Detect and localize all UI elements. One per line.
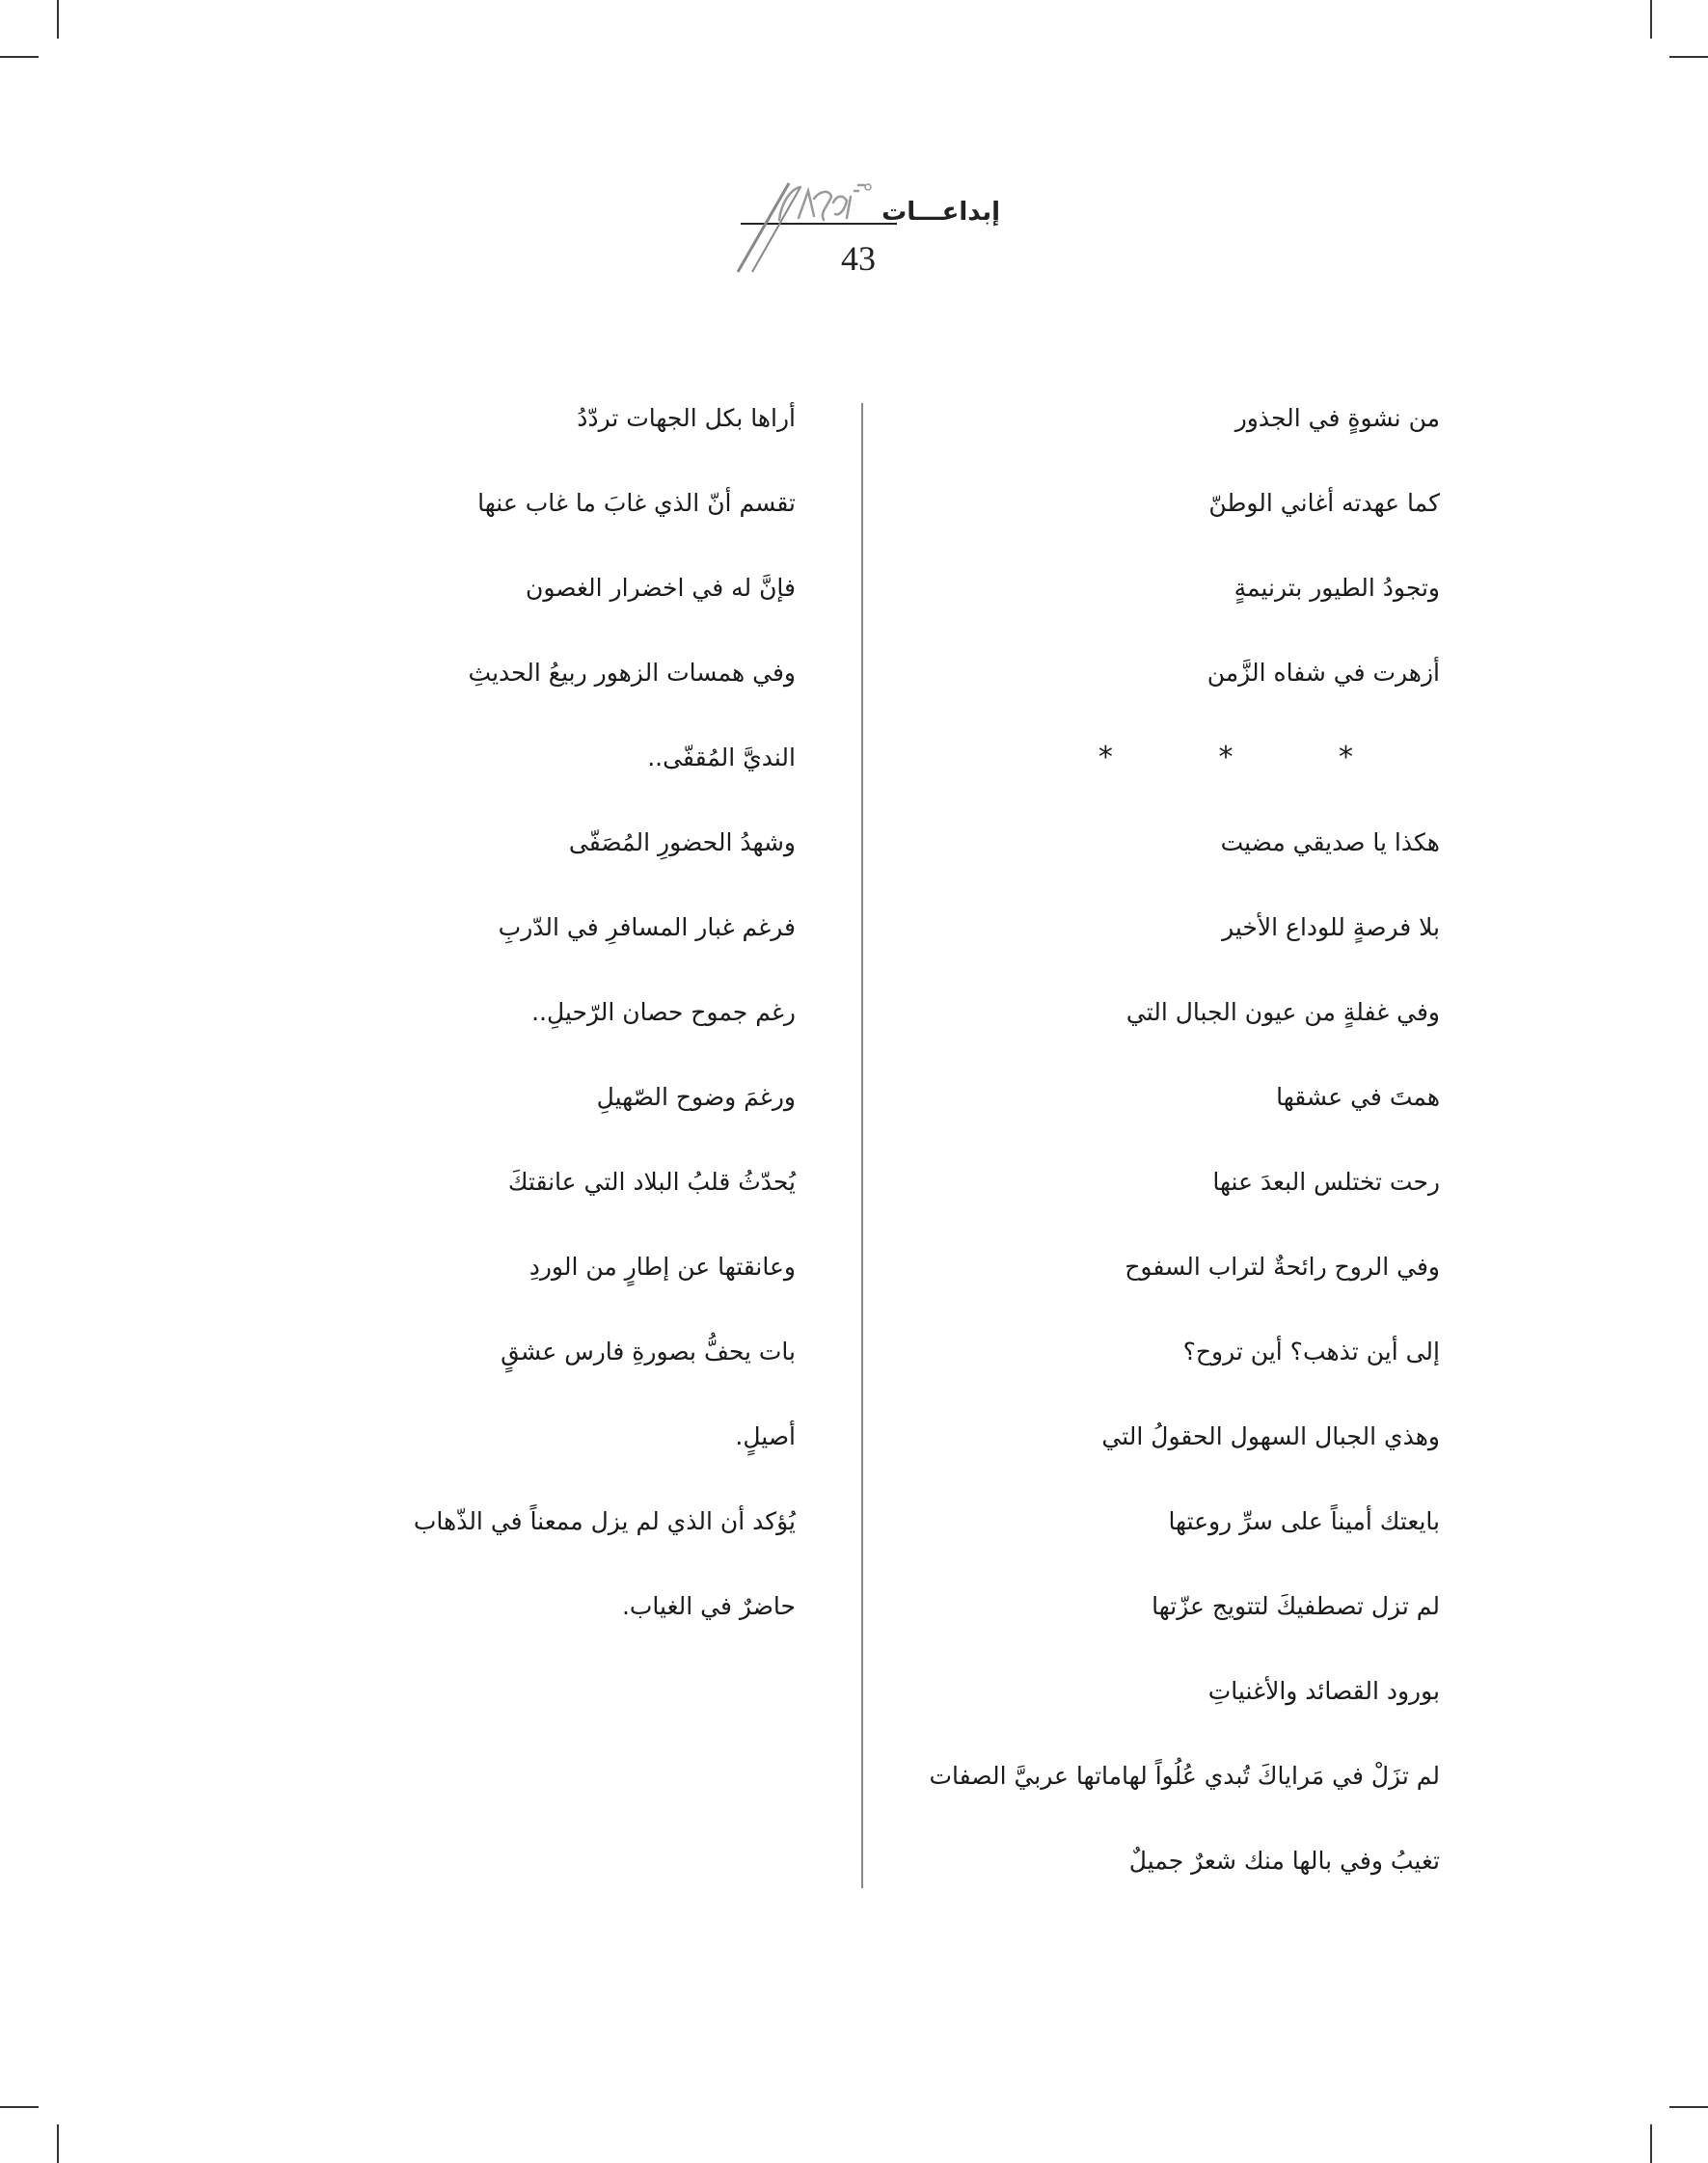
poem-line: يُؤكد أن الذي لم يزل ممعناً في الذّهاب	[413, 1507, 796, 1535]
section-separator: * * *	[1098, 741, 1401, 774]
poem-line: أصيلٍ.	[735, 1422, 796, 1450]
poem-line: لم تزل تصطفيكَ لتتويج عزّتها	[1152, 1592, 1440, 1620]
poem-line: وهذي الجبال السهول الحقولُ التي	[1101, 1422, 1440, 1450]
poem-line: وفي غفلةٍ من عيون الجبال التي	[1125, 998, 1440, 1026]
crop-mark	[1669, 56, 1708, 58]
poem-line: رغم جموح حصان الرّحيلِ..	[531, 998, 796, 1026]
poem-line: بلا فرصةٍ للوداع الأخير	[1222, 913, 1440, 941]
crop-mark	[57, 0, 59, 39]
page-number: 43	[841, 239, 876, 278]
poem-line: وفي همسات الزهور ربيعُ الحديثِ	[468, 659, 796, 687]
poem-line: بورود القصائد والأغنياتِ	[1207, 1677, 1440, 1705]
crop-mark	[57, 2124, 59, 2163]
poem-line: إلى أين تذهب؟ أين تروح؟	[1182, 1338, 1440, 1365]
poem-line: فإنَّ له في اخضرار الغصون	[526, 574, 796, 602]
poem-line: بايعتك أميناً على سرِّ روعتها	[1168, 1507, 1440, 1535]
poem-line: هكذا يا صديقي مضيت	[1220, 828, 1440, 856]
poem-line: من نشوةٍ في الجذور	[1234, 404, 1440, 432]
poem-line: تغيبُ وفي بالها منك شعرٌ جميلٌ	[1128, 1847, 1440, 1875]
poem-line: ورغمَ وضوح الصّهيلِ	[596, 1083, 796, 1111]
poem-line: بات يحفُّ بصورةِ فارس عشقٍ	[501, 1338, 796, 1365]
poem-line: وشهدُ الحضورِ المُصَفّى	[568, 828, 796, 856]
crop-mark	[0, 56, 39, 58]
crop-mark	[1650, 2124, 1652, 2163]
crop-mark	[1650, 0, 1652, 39]
poem-line: حاضرٌ في الغياب.	[621, 1592, 796, 1620]
poem-line: رحت تختلس البعدَ عنها	[1212, 1168, 1440, 1196]
poem-line: أراها بكل الجهات تردّدُ	[577, 404, 796, 432]
poem-line: كما عهدته أغاني الوطنّ	[1208, 489, 1440, 517]
page-header	[714, 174, 1003, 289]
poem-column-right	[707, 376, 1440, 1904]
poem-line: همتَ في عشقها	[1276, 1083, 1440, 1111]
poem-line: تقسم أنّ الذي غابَ ما غاب عنها	[477, 489, 796, 517]
poem-column-left	[256, 376, 796, 1649]
poem-line: وعانقتها عن إطارٍ من الوردِ	[529, 1253, 796, 1281]
section-label: إبداعـــات	[881, 198, 1000, 227]
poem-line: أزهرت في شفاه الزَّمن	[1206, 659, 1440, 687]
crop-mark	[0, 2106, 39, 2108]
crop-mark	[1669, 2106, 1708, 2108]
poem-line: وفي الروح رائحةٌ لتراب السفوح	[1125, 1253, 1440, 1281]
poem-line: النديَّ المُقفّى..	[647, 744, 796, 771]
poem-line: يُحدّثُ قلبُ البلاد التي عانقتكَ	[507, 1168, 796, 1196]
poem-line: وتجودُ الطيور بترنيمةٍ	[1234, 574, 1440, 602]
poem-line: فرغم غبار المسافرِ في الدّربِ	[498, 913, 796, 941]
poem-line: لم تزَلْ في مَراياكَ تُبدي عُلُواً لهاماتها عربيَّ الصفات	[929, 1762, 1440, 1790]
